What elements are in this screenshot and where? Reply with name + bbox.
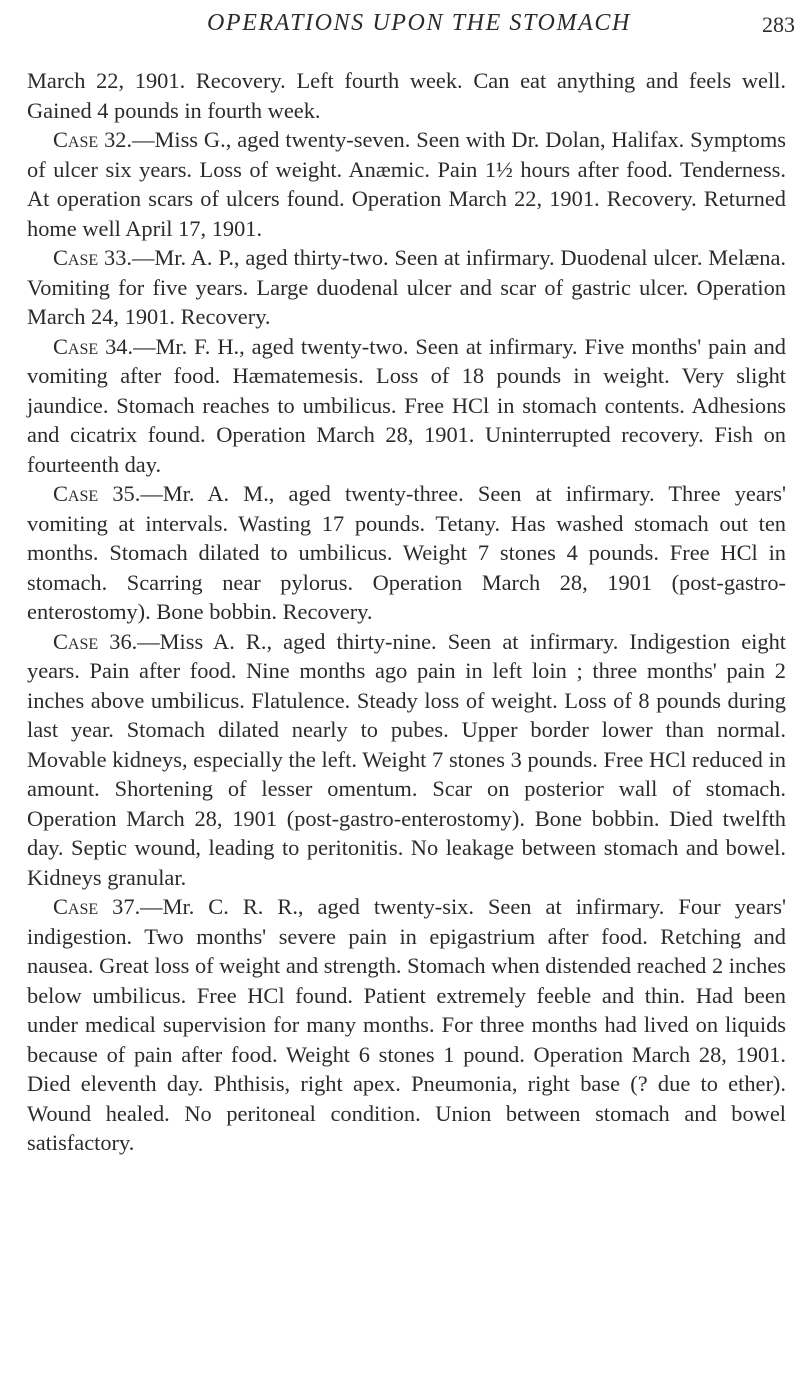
case-text: —Mr. F. H., aged twenty-two. Seen at infirmary. Five months' pain and vomiting after food. Hæmatemesis. Loss of 18 pounds in weight. Very slight jaundice. Stomach reaches to umbilicus. Free HCl in stomach contents. Adhesions and cicatrix found. Operation March 28, 1901. Uninterrupted recovery. Fish on fourteenth day. [27, 333, 787, 477]
case-label: Case 34. [53, 333, 134, 359]
case-text: —Mr. A. P., aged thirty-two. Seen at infirmary. Duodenal ulcer. Melæna. Vomiting for five years. Large duodenal ulcer and scar of gastric ulcer. Operation March 24, 1901. Recovery. [27, 245, 786, 329]
case-label: Case 35. [53, 481, 141, 506]
case-34-paragraph [27, 332, 786, 480]
case-33-paragraph [27, 243, 786, 332]
case-37-paragraph [27, 892, 786, 1158]
case-label: Case 37. [53, 894, 141, 919]
case-text: —Mr. A. M., aged twenty-three. Seen at infirmary. Three years' vomiting at intervals. Wasting 17 pounds. Tetany. Has washed stomach out ten months. Stomach dilated to umbilicus. Weight 7 stones 4 pounds. Free HCl in stomach. Scarring near pylorus. Operation March 28, 1901 (post-gastro-enterostomy). Bone bobbin. Recovery. [27, 481, 786, 624]
case-label: Case 36. [53, 628, 138, 654]
case-32-paragraph [27, 125, 786, 243]
case-35-paragraph [27, 479, 786, 627]
case-36-paragraph [27, 627, 786, 893]
page-number: 283 [762, 12, 795, 37]
running-title: OPERATIONS UPON THE STOMACH [207, 10, 631, 36]
body-text [27, 66, 786, 1158]
case-label: Case 32. [53, 127, 133, 152]
running-head [0, 8, 800, 48]
case-text: —Mr. C. R. R., aged twenty-six. Seen at infirmary. Four years' indigestion. Two months' severe pain in epigastrium after food. Retching and nausea. Great loss of weight and strength. Stomach when distended reached 2 inches below umbilicus. Free HCl found. Patient extremely feeble and thin. Had been under medical supervision for many months. For three months had lived on liquids because of pain after food. Weight 6 stones 1 pound. Operation March 28, 1901. Died eleventh day. Phthisis, right apex. Pneumonia, right base (? due to ether). Wound healed. No peritoneal condition. Union between stomach and bowel satisfactory. [27, 894, 786, 1155]
case-text: —Miss A. R., aged thirty-nine. Seen at infirmary. Indigestion eight years. Pain after food. Nine months ago pain in left loin ; three months' pain 2 inches above umbilicus. Flatulence. Steady loss of weight. Loss of 8 pounds during last year. Stomach dilated nearly to pubes. Upper border lower than normal. Movable kidneys, especially the left. Weight 7 stones 3 pounds. Free HCl reduced in amount. Shortening of lesser omentum. Scar on posterior wall of stomach. Operation March 28, 1901 (post-gastro-enterostomy). Bone bobbin. Died twelfth day. Septic wound, leading to peritonitis. No leakage between stomach and bowel. Kidneys granular. [27, 628, 787, 890]
case-text: —Miss G., aged twenty-seven. Seen with Dr. Dolan, Halifax. Symptoms of ulcer six years. Loss of weight. Anæmic. Pain 1½ hours after food. Tenderness. At operation scars of ulcers found. Operation March 22, 1901. Recovery. Returned home well April 17, 1901. [27, 127, 786, 241]
case-label: Case 33. [53, 245, 132, 270]
continuation-paragraph: March 22, 1901. Recovery. Left fourth week. Can eat anything and feels well. Gained 4 pounds in fourth week. [27, 68, 786, 123]
